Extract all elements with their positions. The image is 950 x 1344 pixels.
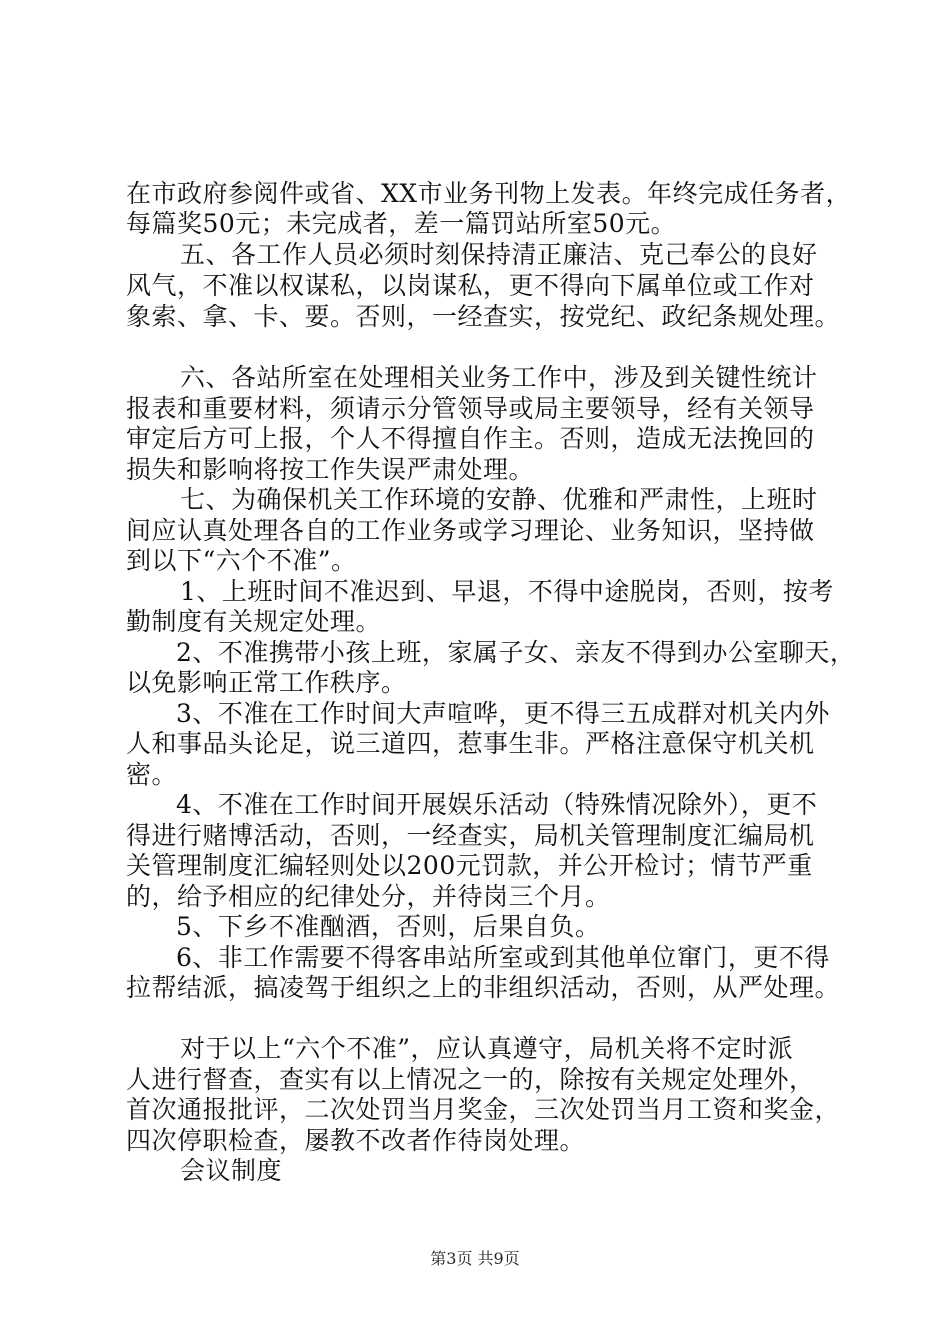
body-line: 损失和影响将按工作失误严肃处理。 (126, 455, 535, 484)
body-line: 关管理制度汇编轻则处以200元罚款，并公开检讨；情节严重 (126, 851, 813, 880)
body-line: 在市政府参阅件或省、XX市业务刊物上发表。年终完成任务者， (126, 179, 852, 208)
section-heading: 会议制度 (180, 1156, 283, 1185)
body-line: 得进行赌博活动，否则，一经查实，局机关管理制度汇编局机 (126, 821, 815, 850)
body-line: 对于以上“六个不准”，应认真遵守，局机关将不定时派 (180, 1034, 794, 1063)
body-line: 3、不准在工作时间大声喧哗，更不得三五成群对机关内外 (176, 699, 830, 728)
body-line: 人和事品头论足，说三道四，惹事生非。严格注意保守机关机 (126, 729, 815, 758)
body-line: 每篇奖50元；未完成者，差一篇罚站所室50元。 (126, 209, 677, 238)
body-line: 风气，不准以权谋私，以岗谋私，更不得向下属单位或工作对 (126, 271, 815, 300)
body-line: 报表和重要材料，须请示分管领导或局主要领导，经有关领导 (126, 394, 815, 423)
page-footer: 第3页 共9页 (430, 1249, 520, 1268)
body-line: 审定后方可上报，个人不得擅自作主。否则，造成无法挽回的 (126, 424, 815, 453)
body-line: 5、下乡不准酗酒，否则，后果自负。 (176, 912, 601, 941)
body-line: 人进行督查，查实有以上情况之一的，除按有关规定处理外， (126, 1065, 815, 1094)
body-line: 6、非工作需要不得客串站所室或到其他单位窜门，更不得 (176, 943, 830, 972)
body-line: 拉帮结派，搞凌驾于组织之上的非组织活动，否则，从严处理。 (126, 973, 841, 1002)
body-line: 间应认真处理各自的工作业务或学习理论、业务知识，坚持做 (126, 516, 815, 545)
body-line: 六、各站所室在处理相关业务工作中，涉及到关键性统计 (180, 363, 818, 392)
body-line: 勤制度有关规定处理。 (126, 607, 382, 636)
body-line: 1、上班时间不准迟到、早退，不得中途脱岗，否则，按考 (180, 577, 834, 606)
body-line: 七、为确保机关工作环境的安静、优雅和严肃性，上班时 (180, 485, 818, 514)
body-line: 象索、拿、卡、要。否则，一经查实，按党纪、政纪条规处理。 (126, 302, 841, 331)
body-line: 以免影响正常工作秩序。 (126, 668, 407, 697)
body-line: 的，给予相应的纪律处分，并待岗三个月。 (126, 882, 611, 911)
body-line: 五、各工作人员必须时刻保持清正廉洁、克己奉公的良好 (180, 240, 818, 269)
body-line: 4、不准在工作时间开展娱乐活动（特殊情况除外），更不 (176, 790, 818, 819)
body-line: 密。 (126, 760, 178, 789)
body-line: 2、不准携带小孩上班，家属子女、亲友不得到办公室聊天， (176, 638, 856, 667)
body-line: 首次通报批评，二次处罚当月奖金，三次处罚当月工资和奖金， (126, 1095, 841, 1124)
body-line: 四次停职检查，屡教不改者作待岗处理。 (126, 1126, 586, 1155)
body-line: 到以下“六个不准”。 (126, 546, 357, 575)
